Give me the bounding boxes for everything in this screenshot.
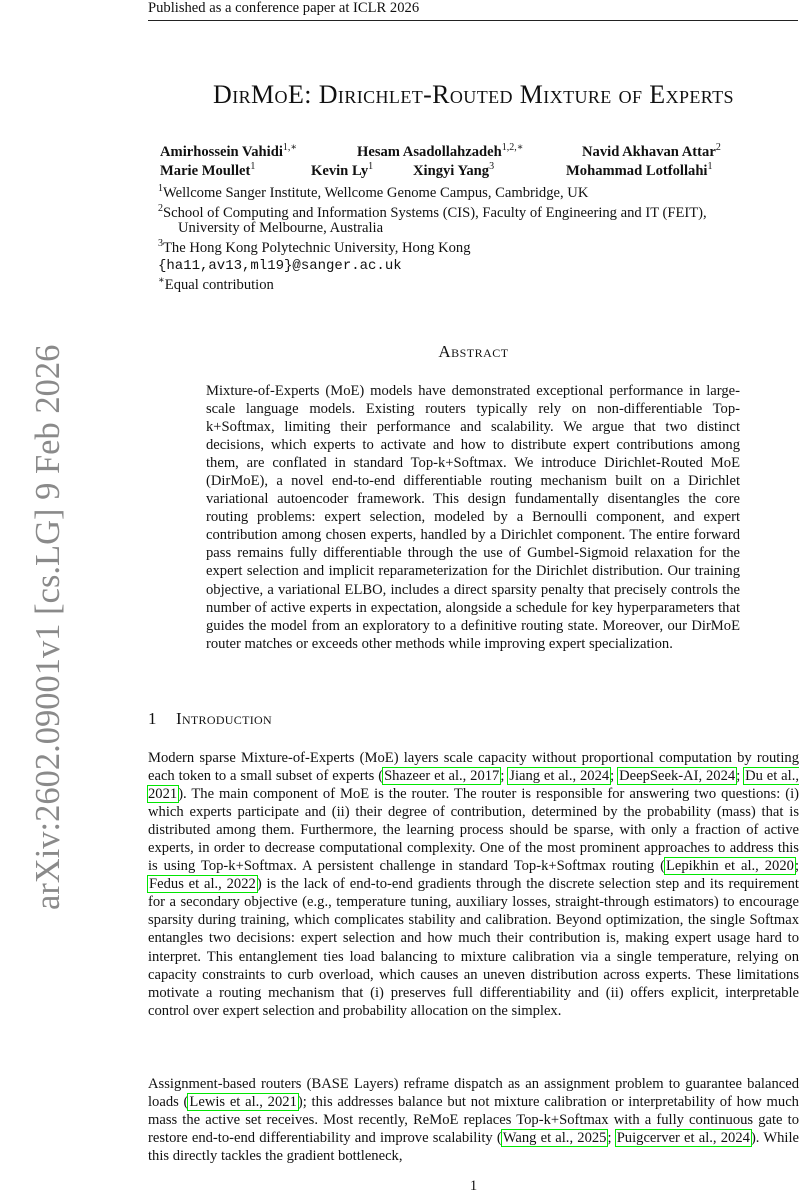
arxiv-identifier: arXiv:2602.09001v1 [cs.LG] 9 Feb 2026 — [29, 344, 67, 910]
citation-link[interactable]: Jiang et al., 2024 — [509, 768, 610, 785]
affiliation-sup: 2 — [158, 203, 163, 214]
section-heading — [148, 709, 272, 729]
citation-link[interactable]: DeepSeek-AI, 2024 — [619, 768, 736, 785]
email: {ha11,av13,ml19}@sanger.ac.uk — [158, 258, 402, 274]
author-name: Kevin Ly — [311, 162, 369, 179]
paper-title: DirMoE: Dirichlet-Routed Mixture of Experts — [213, 80, 734, 109]
citation-link[interactable]: Fedus et al., 2022 — [149, 876, 256, 893]
affiliation-3 — [158, 238, 471, 257]
author-name: Hesam Asadollahzadeh — [357, 143, 502, 160]
citation-link[interactable]: Lepikhin et al., 2020 — [665, 858, 794, 875]
affiliation-text: Wellcome Sanger Institute, Wellcome Genome Campus, Cambridge, UK — [163, 184, 589, 201]
affiliation-2-cont — [178, 220, 383, 237]
affiliation-text: University of Melbourne, Australia — [178, 220, 384, 236]
author-name: Navid Akhavan Attar — [582, 143, 716, 160]
citation-link[interactable]: Du et al., 2021 — [148, 768, 799, 803]
author-sup: 3 — [489, 161, 495, 172]
author-sup: 1 — [707, 161, 713, 172]
equal-contribution-note — [158, 275, 274, 294]
author-name: Xingyi Yang — [413, 162, 490, 179]
author-sup: 1,2,∗ — [501, 142, 524, 153]
intro-paragraph-2 — [148, 1075, 799, 1165]
paragraph-text: Modern sparse Mixture-of-Experts (MoE) layers scale capacity without proportional computation by routing each token to a small subset of experts (Shazeer et al., 2017; Jiang et al., 2024; DeepSeek-AI, 2024; Du et al., 2021). The main component of MoE is the router. The router is responsible for answering two questions: (i) which experts participate and (ii) their degree of contribution, determined by the probability (mass) that is distributed among them. Furthermore, the learning process should be sparse, with only a fraction of active experts, in order to decrease computational complexity. One of the most prominent approaches to address this is using Top-k+Softmax. A persistent challenge in standard Top-k+Softmax routing (Lepikhin et al., 2020; Fedus et al., 2022) is the lack of end-to-end gradients through the discrete selection step and its requirement for a secondary objective (e.g., temperature tuning, auxiliary losses, straight-through estimators) to encourage sparsity during training, which complicates stability and calibration. Beyond optimization, the single Softmax entangles two decisions: expert selection and how much their contribution is, making expert usage hard to interpret. This entanglement ties load balancing to mixture calibration via a single temperature, relying on capacity constraints to curb overload, which causes an uneven distribution across experts. These limitations motivate a routing mechanism that (i) preserves full differentiability and (ii) offers explicit, interpretable control over expert selection and probability allocation on the simplex. — [148, 750, 799, 1019]
page-number: 1 — [469, 1178, 478, 1194]
author-2 — [357, 142, 524, 161]
author-6 — [413, 161, 494, 180]
author-name: Amirhossein Vahidi — [160, 143, 283, 160]
arxiv-stamp — [26, 320, 70, 910]
author-sup: 1,∗ — [282, 142, 298, 153]
abstract-heading: Abstract — [438, 342, 509, 361]
author-5 — [311, 161, 373, 180]
note-sup: ∗ — [158, 275, 165, 286]
citation-link[interactable]: Lewis et al., 2021 — [189, 1094, 297, 1111]
author-7 — [566, 161, 712, 180]
section-title: Introduction — [176, 709, 272, 728]
abstract-body: Mixture-of-Experts (MoE) models have demonstrated exceptional performance in large-scale language models. Existing routers typically rely on non-differentiable Top-k+Softmax, limiting their performance and scalability. We argue that two distinct decisions, which experts to activate and how to distribute expert contributions among them, are conflated in standard Top-k+Softmax. We introduce Dirichlet-Routed MoE (DirMoE), a novel end-to-end differentiable routing mechanism built on a Dirichlet variational autoencoder framework. This design fundamentally disentangles the core routing problems: expert selection, modeled by a Bernoulli component, and expert contribution among chosen experts, handled by a Dirichlet component. The entire forward pass remains fully differentiable through the use of Gumbel-Sigmoid relaxation for the expert selection and implicit reparameterization for the Dirichlet distribution. Our training objective, a variational ELBO, includes a direct sparsity penalty that precisely controls the number of active experts in expectation, alongside a schedule for key hyperparameters that guides the model from an exploratory to a definitive routing state. Moreover, our DirMoE router matches or exceeds other methods while improving expert specialization. — [206, 383, 740, 652]
citation-link[interactable]: Puigcerver et al., 2024 — [616, 1130, 750, 1147]
affiliation-sup: 1 — [158, 183, 163, 194]
affiliation-sup: 3 — [158, 238, 163, 249]
note-text: Equal contribution — [164, 276, 274, 293]
affiliation-text: School of Computing and Information Systems (CIS), Faculty of Engineering and IT (FEIT), — [163, 204, 707, 221]
author-4 — [160, 161, 255, 180]
author-sup: 2 — [715, 142, 721, 153]
author-name: Marie Moullet — [160, 162, 251, 179]
affiliation-text: The Hong Kong Polytechnic University, Hong Kong — [163, 239, 471, 256]
header-rule — [148, 20, 798, 21]
citation-link[interactable]: Shazeer et al., 2017 — [384, 768, 500, 785]
author-name: Mohammad Lotfollahi — [566, 162, 708, 179]
author-sup: 1 — [368, 161, 374, 172]
section-number: 1 — [148, 709, 157, 728]
running-header: Published as a conference paper at ICLR 2026 — [148, 0, 420, 16]
affiliation-1 — [158, 183, 588, 202]
author-sup: 1 — [250, 161, 256, 172]
paragraph-text: Assignment-based routers (BASE Layers) reframe dispatch as an assignment problem to guarantee balanced loads (Lewis et al., 2021); this addresses balance but not mixture calibration or interpretability of how much mass the active set receives. Most recently, ReMoE replaces Top-k+Softmax with a fully continuous gate to restore end-to-end differentiability and improve scalability (Wang et al., 2025; Puigcerver et al., 2024). While this directly tackles the gradient bottleneck, — [148, 1076, 799, 1165]
author-3 — [582, 142, 721, 161]
intro-paragraph-1 — [148, 749, 799, 1020]
author-1 — [160, 142, 297, 161]
citation-link[interactable]: Wang et al., 2025 — [502, 1130, 607, 1147]
